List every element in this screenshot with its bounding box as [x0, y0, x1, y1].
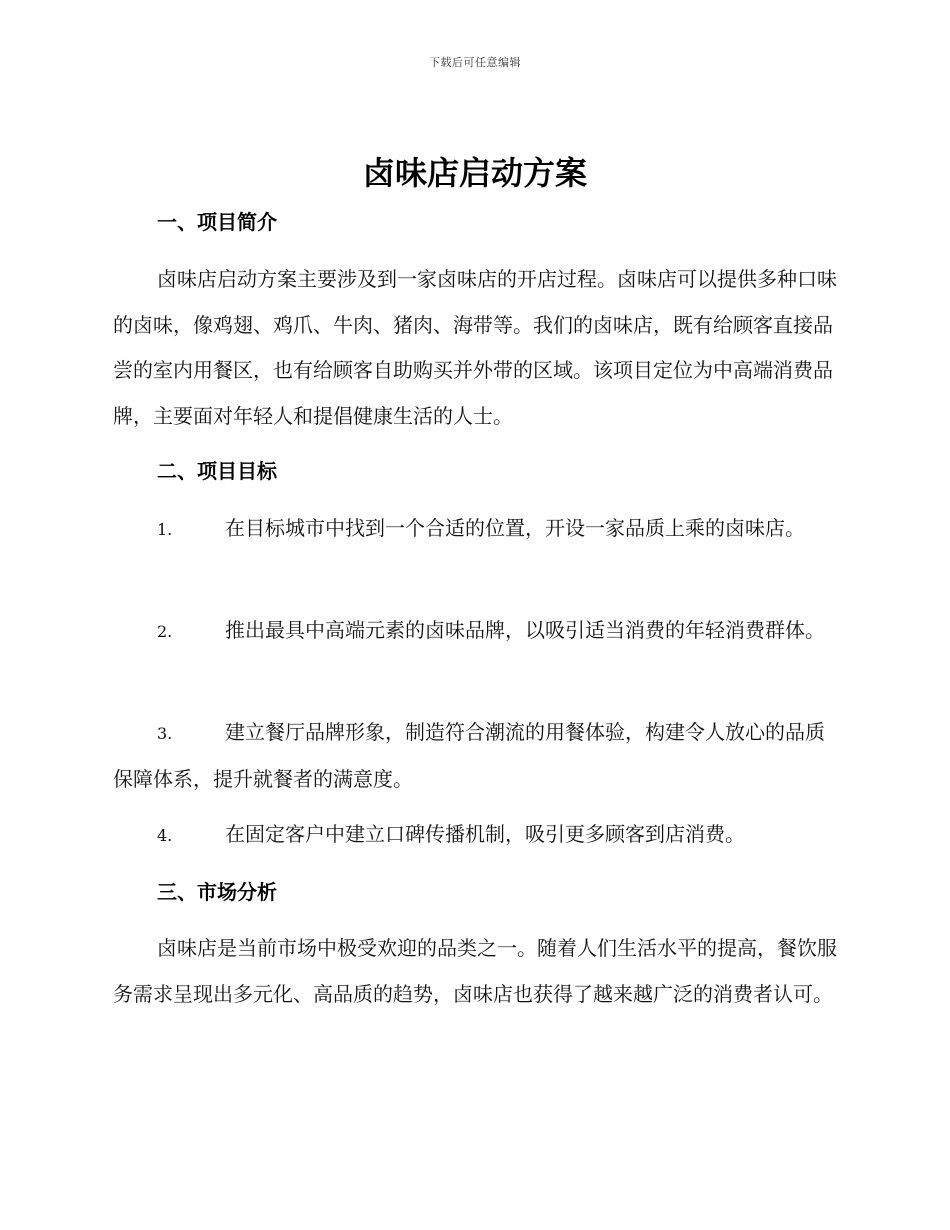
section-heading-goals: 二、项目目标	[157, 459, 277, 483]
goal-number: 4.	[157, 826, 173, 845]
goal-item-3	[113, 710, 837, 802]
goal-text: 在目标城市中找到一个合适的位置，开设一家品质上乘的卤味店。	[225, 516, 805, 540]
goal-number: 3.	[157, 724, 173, 743]
section-heading-intro: 一、项目简介	[157, 210, 277, 234]
intro-paragraph: 卤味店启动方案主要涉及到一家卤味店的开店过程。卤味店可以提供多种口味的卤味，像鸡翅、鸡爪、牛肉、猪肉、海带等。我们的卤味店，既有给顾客直接品尝的室内用餐区，也有给顾客自助购买并外带的区域。该项目定位为中高端消费品牌，主要面对年轻人和提倡健康生活的人士。	[113, 267, 837, 428]
goal-item-4	[113, 812, 837, 859]
document-title: 卤味店启动方案	[362, 154, 587, 192]
goal-text: 建立餐厅品牌形象，制造符合潮流的用餐体验，构建令人放心的品质保障体系，提升就餐者的满意度。	[113, 720, 825, 791]
header-note: 下载后可任意编辑	[429, 56, 521, 69]
goal-number: 2.	[157, 622, 173, 641]
goal-item-1	[113, 506, 837, 553]
goal-item-2	[113, 608, 837, 655]
market-paragraph: 卤味店是当前市场中极受欢迎的品类之一。随着人们生活水平的提高，餐饮服务需求呈现出多元化、高品质的趋势，卤味店也获得了越来越广泛的消费者认可。	[113, 936, 837, 1006]
goal-text: 推出最具中高端元素的卤味品牌，以吸引适当消费的年轻消费群体。	[225, 618, 825, 642]
goal-number: 1.	[157, 520, 173, 539]
goal-text: 在固定客户中建立口碑传播机制，吸引更多顾客到店消费。	[225, 822, 745, 846]
section-heading-market: 三、市场分析	[157, 880, 277, 904]
